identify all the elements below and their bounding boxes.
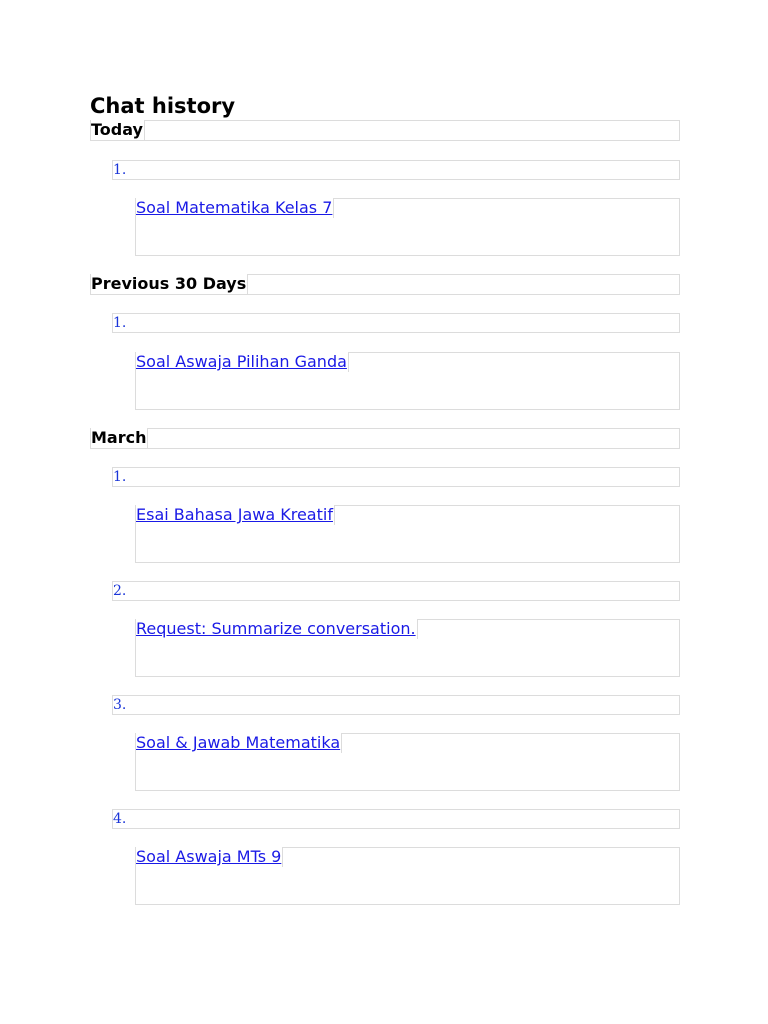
list-marker: 1. (113, 162, 127, 178)
list-marker-row (112, 695, 680, 715)
list-marker-row (112, 313, 680, 333)
section-previous-30-days (90, 274, 680, 410)
page-title: Chat history (90, 94, 236, 118)
list-item (90, 809, 680, 905)
chat-link[interactable]: Esai Bahasa Jawa Kreatif (136, 505, 333, 524)
section-header-march (90, 428, 680, 449)
chat-link[interactable]: Soal Aswaja Pilihan Ganda (136, 352, 347, 371)
chat-link-box (135, 847, 680, 905)
list-marker: 1. (113, 469, 127, 485)
section-header-today (90, 120, 680, 141)
list-item (90, 313, 680, 410)
section-header-previous-30-days (90, 274, 680, 295)
list-marker: 4. (113, 811, 127, 827)
section-label: Previous 30 Days (91, 274, 247, 293)
chat-link-box (135, 198, 680, 256)
section-today (90, 120, 680, 256)
chat-list-previous-30-days (90, 313, 680, 410)
list-marker-row (112, 467, 680, 487)
chat-list-march (90, 467, 680, 905)
chat-link[interactable]: Soal & Jawab Matematika (136, 733, 341, 752)
chat-history-page (90, 92, 680, 905)
list-item (90, 160, 680, 256)
section-label: Today (91, 120, 143, 139)
section-march (90, 428, 680, 905)
chat-link[interactable]: Soal Aswaja MTs 9 (136, 847, 282, 866)
list-item (90, 695, 680, 791)
chat-list-today (90, 160, 680, 256)
chat-link-box (135, 619, 680, 677)
chat-link[interactable]: Request: Summarize conversation. (136, 619, 416, 638)
list-item (90, 467, 680, 563)
list-marker: 2. (113, 583, 127, 599)
list-marker-row (112, 581, 680, 601)
chat-link-box (135, 352, 680, 410)
chat-link-box (135, 505, 680, 563)
list-marker-row (112, 160, 680, 180)
chat-link[interactable]: Soal Matematika Kelas 7 (136, 198, 333, 217)
list-item (90, 581, 680, 677)
list-marker: 3. (113, 697, 127, 713)
chat-link-box (135, 733, 680, 791)
list-marker: 1. (113, 315, 127, 331)
section-label: March (91, 428, 147, 447)
list-marker-row (112, 809, 680, 829)
